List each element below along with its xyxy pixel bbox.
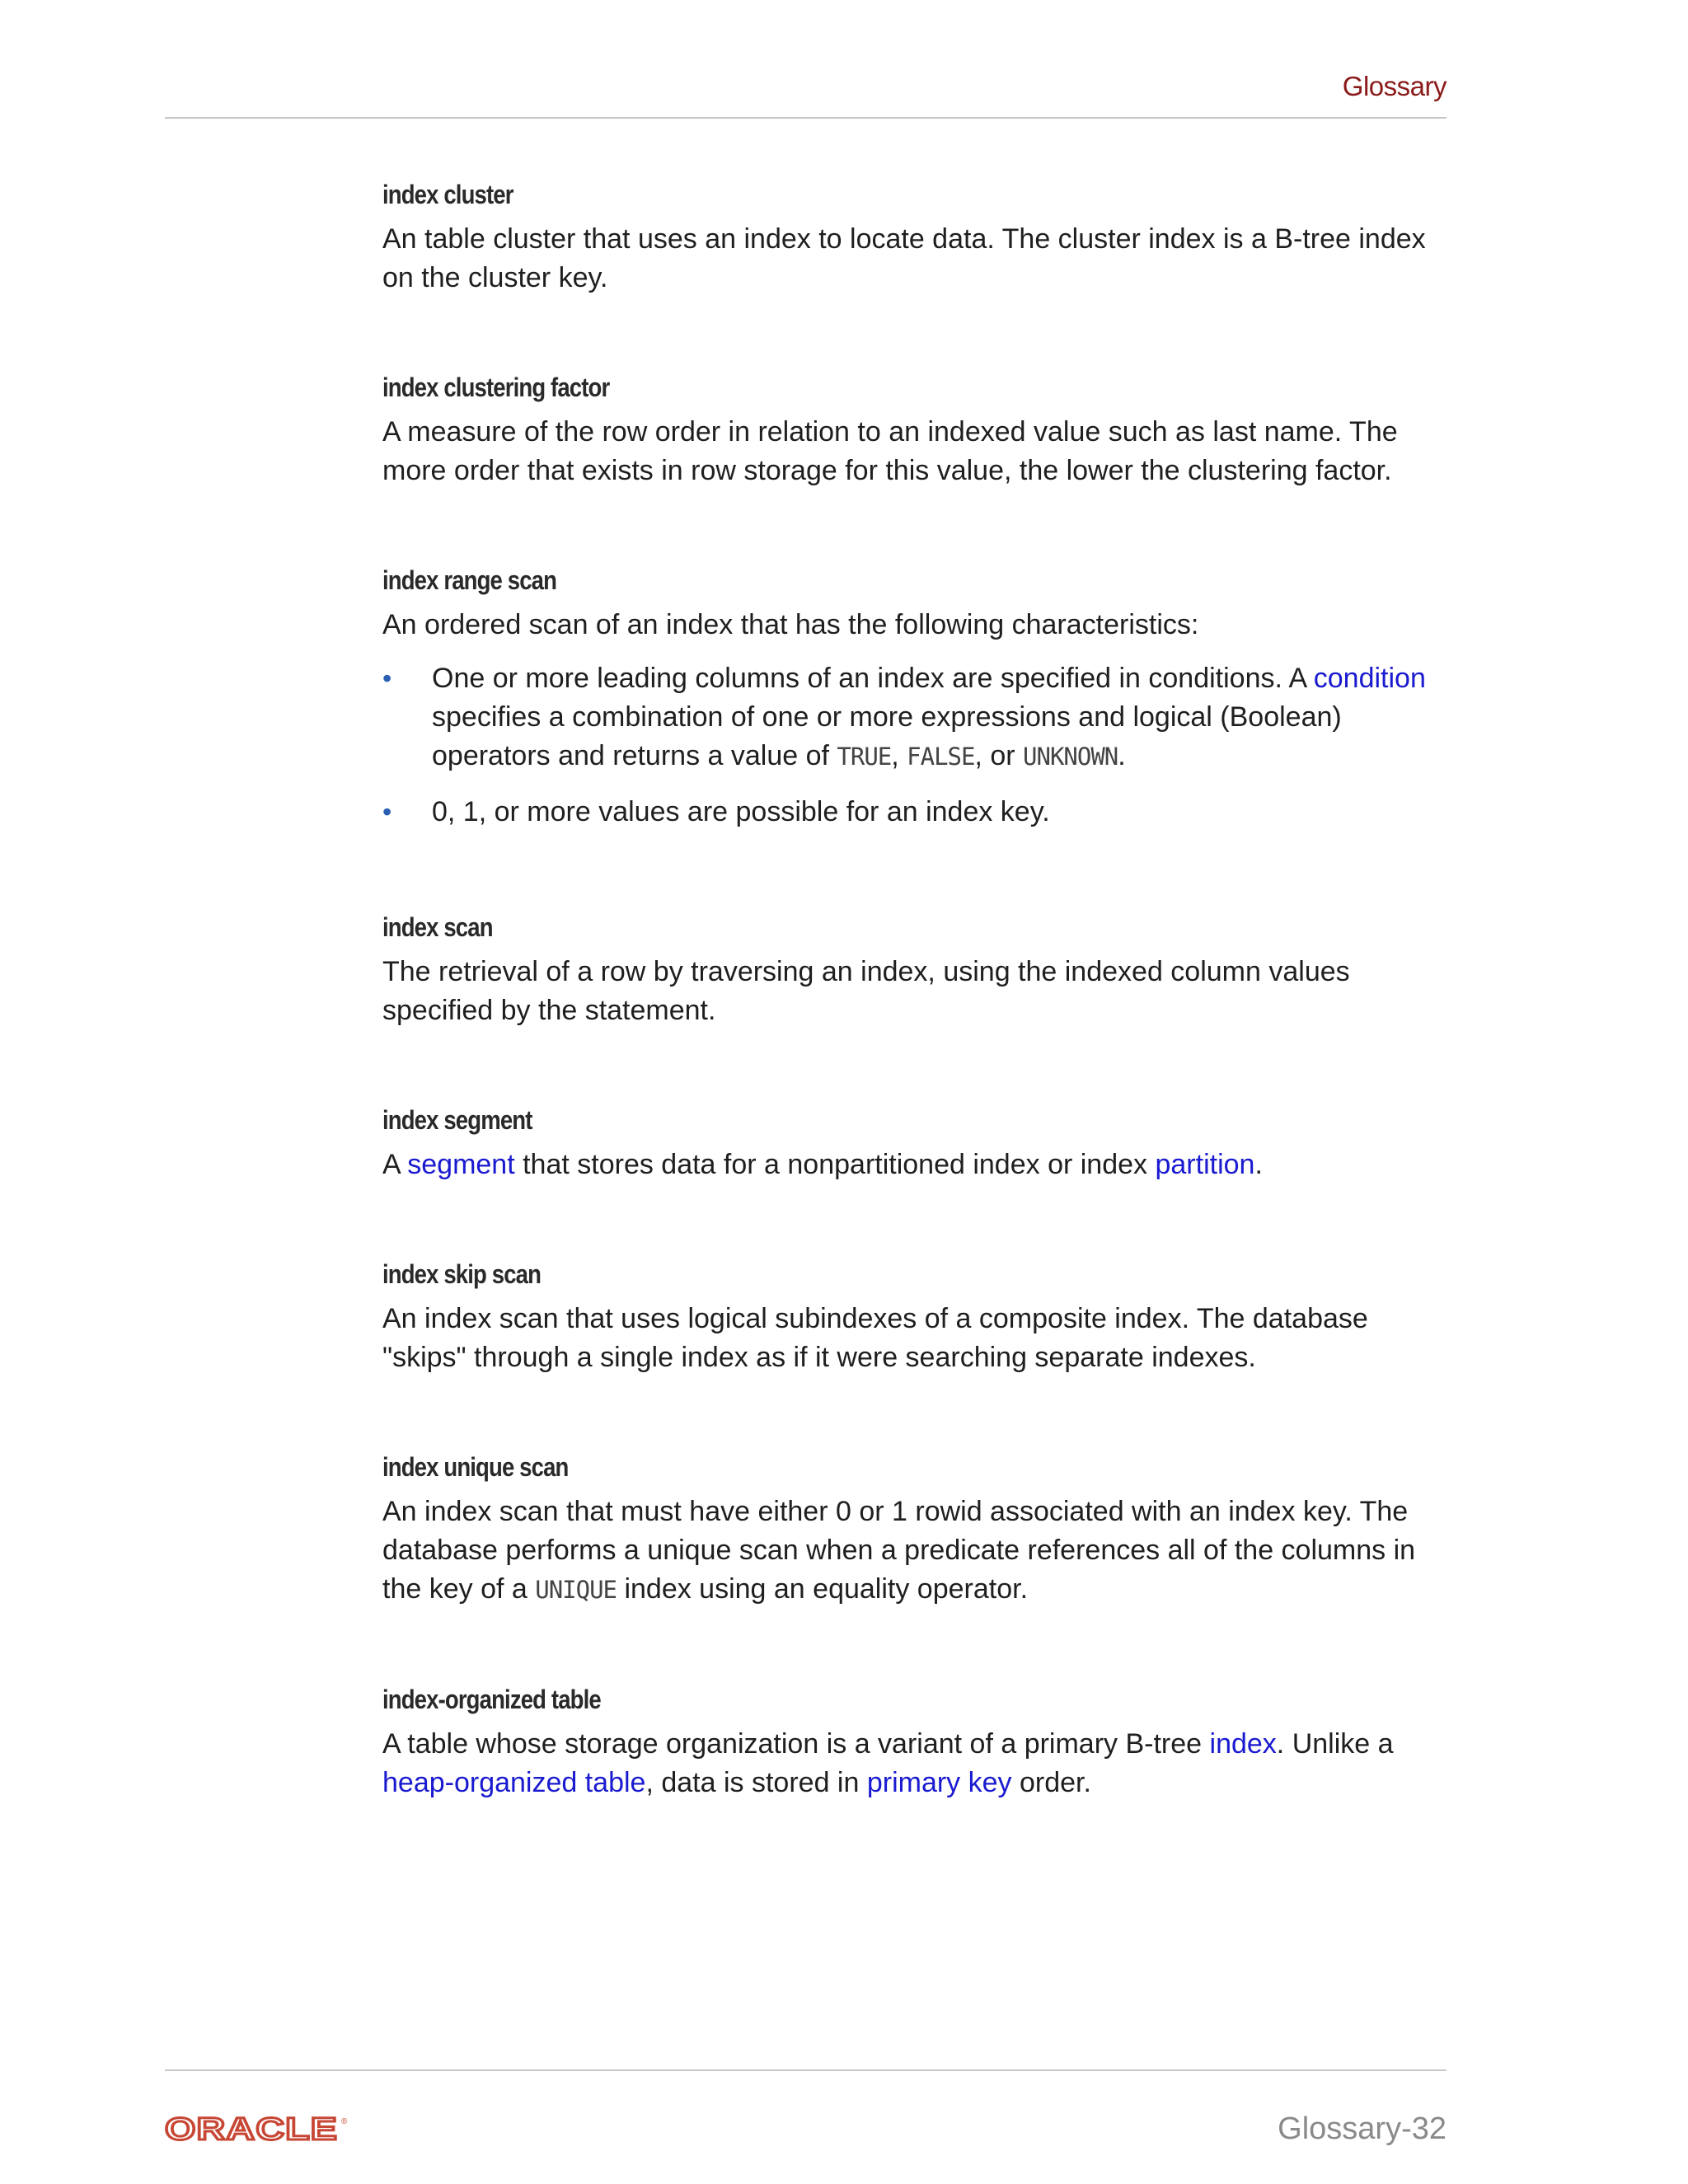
entry-term: index range scan	[382, 565, 557, 595]
entry-definition: An table cluster that uses an index to locate data. The cluster index is a B-tree index on the cluster key.	[382, 223, 1426, 293]
svg-text:®: ®	[341, 2117, 348, 2126]
entry-term: index-organized table	[382, 1685, 601, 1714]
bullet-icon: •	[382, 663, 392, 693]
glossary-entry	[382, 1683, 1446, 1802]
link-partition[interactable]: partition	[1155, 1149, 1255, 1180]
entry-definition: A segment that stores data for a nonpartitioned index or index partition.	[382, 1149, 1263, 1180]
glossary-entry	[382, 564, 1446, 848]
running-header-title: Glossary	[1342, 71, 1447, 101]
link-index[interactable]: index	[1209, 1728, 1277, 1760]
entry-term: index segment	[382, 1105, 532, 1135]
glossary-entry	[382, 1258, 1446, 1377]
bullet-item: • One or more leading columns of an index are specified in conditions. A condition specifies a combination of one or more expressions and logical (Boolean) operators and returns a value of TRUE, FALSE, or UNKNOWN.	[382, 659, 1446, 776]
entry-definition: An index scan that uses logical subindexes of a composite index. The database "skips" through a single index as if it were searching separate indexes.	[382, 1303, 1368, 1373]
entry-term: index unique scan	[382, 1452, 569, 1482]
bullet-list	[382, 659, 1446, 832]
bullet-item: • 0, 1, or more values are possible for an index key.	[382, 793, 1446, 832]
glossary-entry	[382, 911, 1446, 1030]
svg-text:ORACLE: ORACLE	[165, 2114, 338, 2144]
link-condition[interactable]: condition	[1313, 663, 1426, 694]
entry-term: index scan	[382, 912, 493, 942]
entry-definition: A table whose storage organization is a variant of a primary B-tree index. Unlike a heap-organized table, data is stored in primary key order.	[382, 1728, 1394, 1798]
oracle-logo	[165, 2114, 350, 2144]
link-heap-organized-table[interactable]: heap-organized table	[382, 1767, 646, 1798]
glossary-entry	[382, 1104, 1446, 1184]
entry-term: index clustering factor	[382, 373, 610, 402]
entry-term: index skip scan	[382, 1259, 542, 1289]
page-number: Glossary-32	[1278, 2111, 1447, 2146]
link-primary-key[interactable]: primary key	[866, 1767, 1012, 1798]
code-false: FALSE	[907, 743, 975, 771]
entry-definition: An ordered scan of an index that has the following characteristics:	[382, 609, 1199, 640]
entry-definition: An index scan that must have either 0 or 1 rowid associated with an index key. The database performs a unique scan when a predicate references all of the columns in the key of a UNIQUE index using an equality operator.	[382, 1496, 1416, 1605]
entry-definition: A measure of the row order in relation to an indexed value such as last name. The more order that exists in row storage for this value, the lower the clustering factor.	[382, 416, 1398, 486]
glossary-entry	[382, 371, 1446, 490]
footer-divider	[165, 2069, 1447, 2071]
glossary-entry	[382, 1451, 1446, 1610]
glossary-entry	[382, 178, 1446, 298]
bullet-icon: •	[382, 797, 392, 827]
entry-term: index cluster	[382, 180, 513, 209]
code-unknown: UNKNOWN	[1023, 743, 1118, 771]
header-divider	[165, 117, 1447, 119]
code-true: TRUE	[837, 743, 892, 771]
link-segment[interactable]: segment	[407, 1149, 515, 1180]
code-unique: UNIQUE	[535, 1576, 617, 1604]
entry-definition: The retrieval of a row by traversing an index, using the indexed column values specified by the statement.	[382, 956, 1350, 1026]
